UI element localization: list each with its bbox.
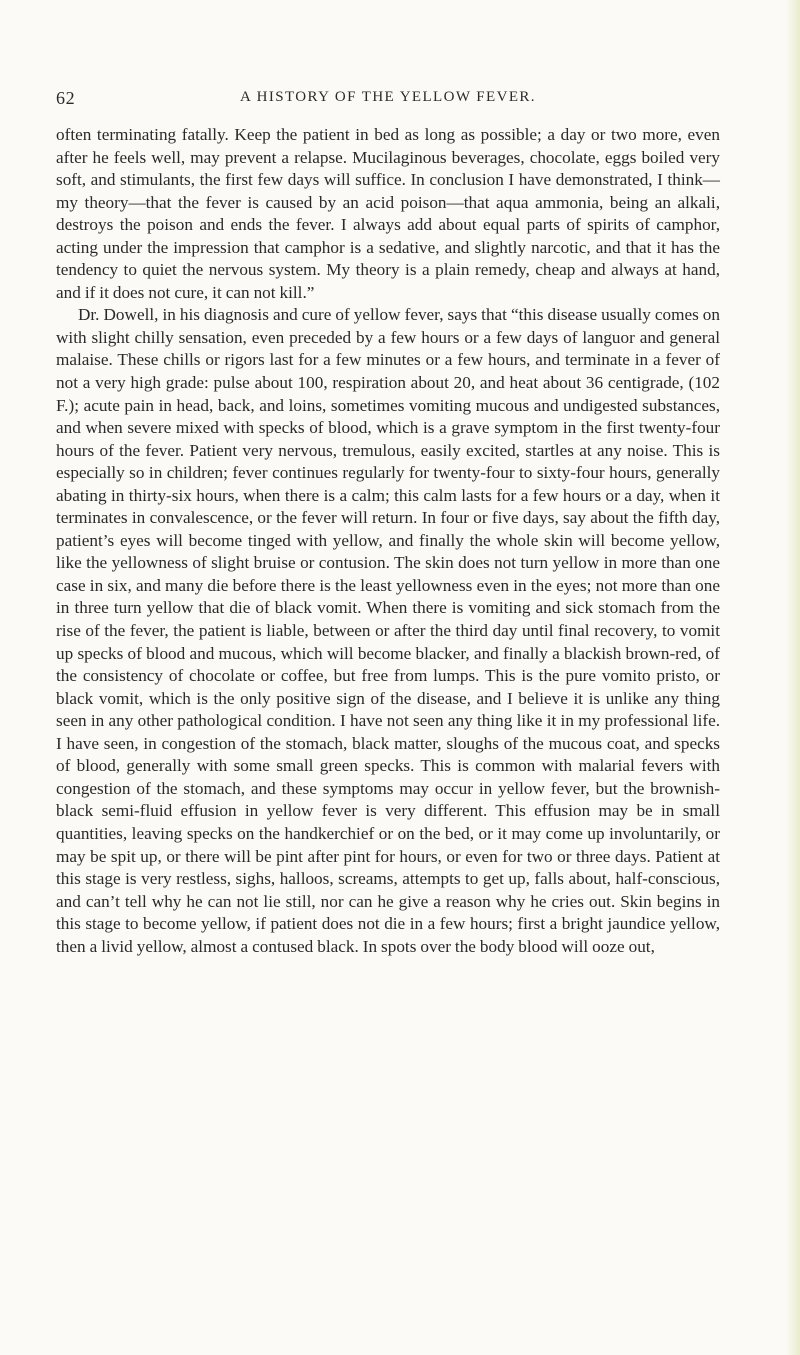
- running-head: [56, 88, 720, 112]
- running-title: A HISTORY OF THE YELLOW FEVER.: [240, 89, 536, 105]
- page-number: 62: [56, 88, 76, 108]
- paragraph-continued: often terminating fatally. Keep the patient in bed as long as possible; a day or two more, even after he feels well, may prevent a relapse. Mucilaginous beverages, chocolate, eggs boiled very soft, and stimulants, the first few days will suffice. In conclusion I have demonstrated, I think—my theory—that the fever is caused by an acid poison—that aqua ammonia, being an alkali, destroys the poison and ends the fever. I always add about equal parts of spirits of camphor, acting under the impression that camphor is a sedative, and slightly narcotic, and that it has the tendency to quiet the nervous system. My theory is a plain remedy, cheap and always at hand, and if it does not cure, it can not kill.”: [56, 125, 720, 302]
- paragraph-dowell: Dr. Dowell, in his diagnosis and cure of yellow fever, says that “this disease usually comes on with slight chilly sensation, even preceded by a few hours or a few days of languor and general malaise. These chills or rigors last for a few minutes or a few hours, and terminate in a fever of not a very high grade: pulse about 100, respiration about 20, and heat about 36 centigrade, (102 F.); acute pain in head, back, and loins, sometimes vomiting mucous and undigested substances, and when severe mixed with specks of blood, which is a grave symptom in the first twenty-four hours of the fever. Patient very nervous, tremulous, easily excited, startles at any noise. This is especially so in children; fever continues regularly for twenty-four to sixty-four hours, generally abating in thirty-six hours, when there is a calm; this calm lasts for a few hours or a day, when it terminates in convalescence, or the fever will return. In four or five days, say about the fifth day, patient’s eyes will become tinged with yellow, and finally the whole skin will become yellow, like the yellowness of slight bruise or contusion. The skin does not turn yellow in more than one case in six, and many die before there is the least yellowness even in the eyes; not more than one in three turn yellow that die of black vomit. When there is vomiting and sick stomach from the rise of the fever, the patient is liable, between or after the third day until final recovery, to vomit up specks of blood and mucous, which will become blacker, and finally a blackish brown-red, of the consistency of chocolate or coffee, but free from lumps. This is the pure vomito pristo, or black vomit, which is the only positive sign of the disease, and I believe it is unlike any thing seen in any other pathological condition. I have not seen any thing like it in my professional life. I have seen, in congestion of the stomach, black matter, sloughs of the mucous coat, and specks of blood, generally with some small green specks. This is common with malarial fevers with congestion of the stomach, and these symptoms may occur in yellow fever, but the brownish-black semi-fluid effusion in yellow fever is very different. This effusion may be in small quantities, leaving specks on the handkerchief or on the bed, or it may come up involuntarily, or may be spit up, or there will be pint after pint for hours, or even for two or three days. Patient at this stage is very restless, sighs, halloos, screams, attempts to get up, falls about, half-conscious, and can’t tell why he can not lie still, nor can he give a reason why he cries out. Skin begins in this stage to become yellow, if patient does not die in a few hours; first a bright jaundice yellow, then a livid yellow, almost a contused black. In spots over the body blood will ooze out,: [56, 305, 720, 956]
- body-text: [56, 124, 720, 958]
- page-edge-shadow: [786, 0, 800, 1355]
